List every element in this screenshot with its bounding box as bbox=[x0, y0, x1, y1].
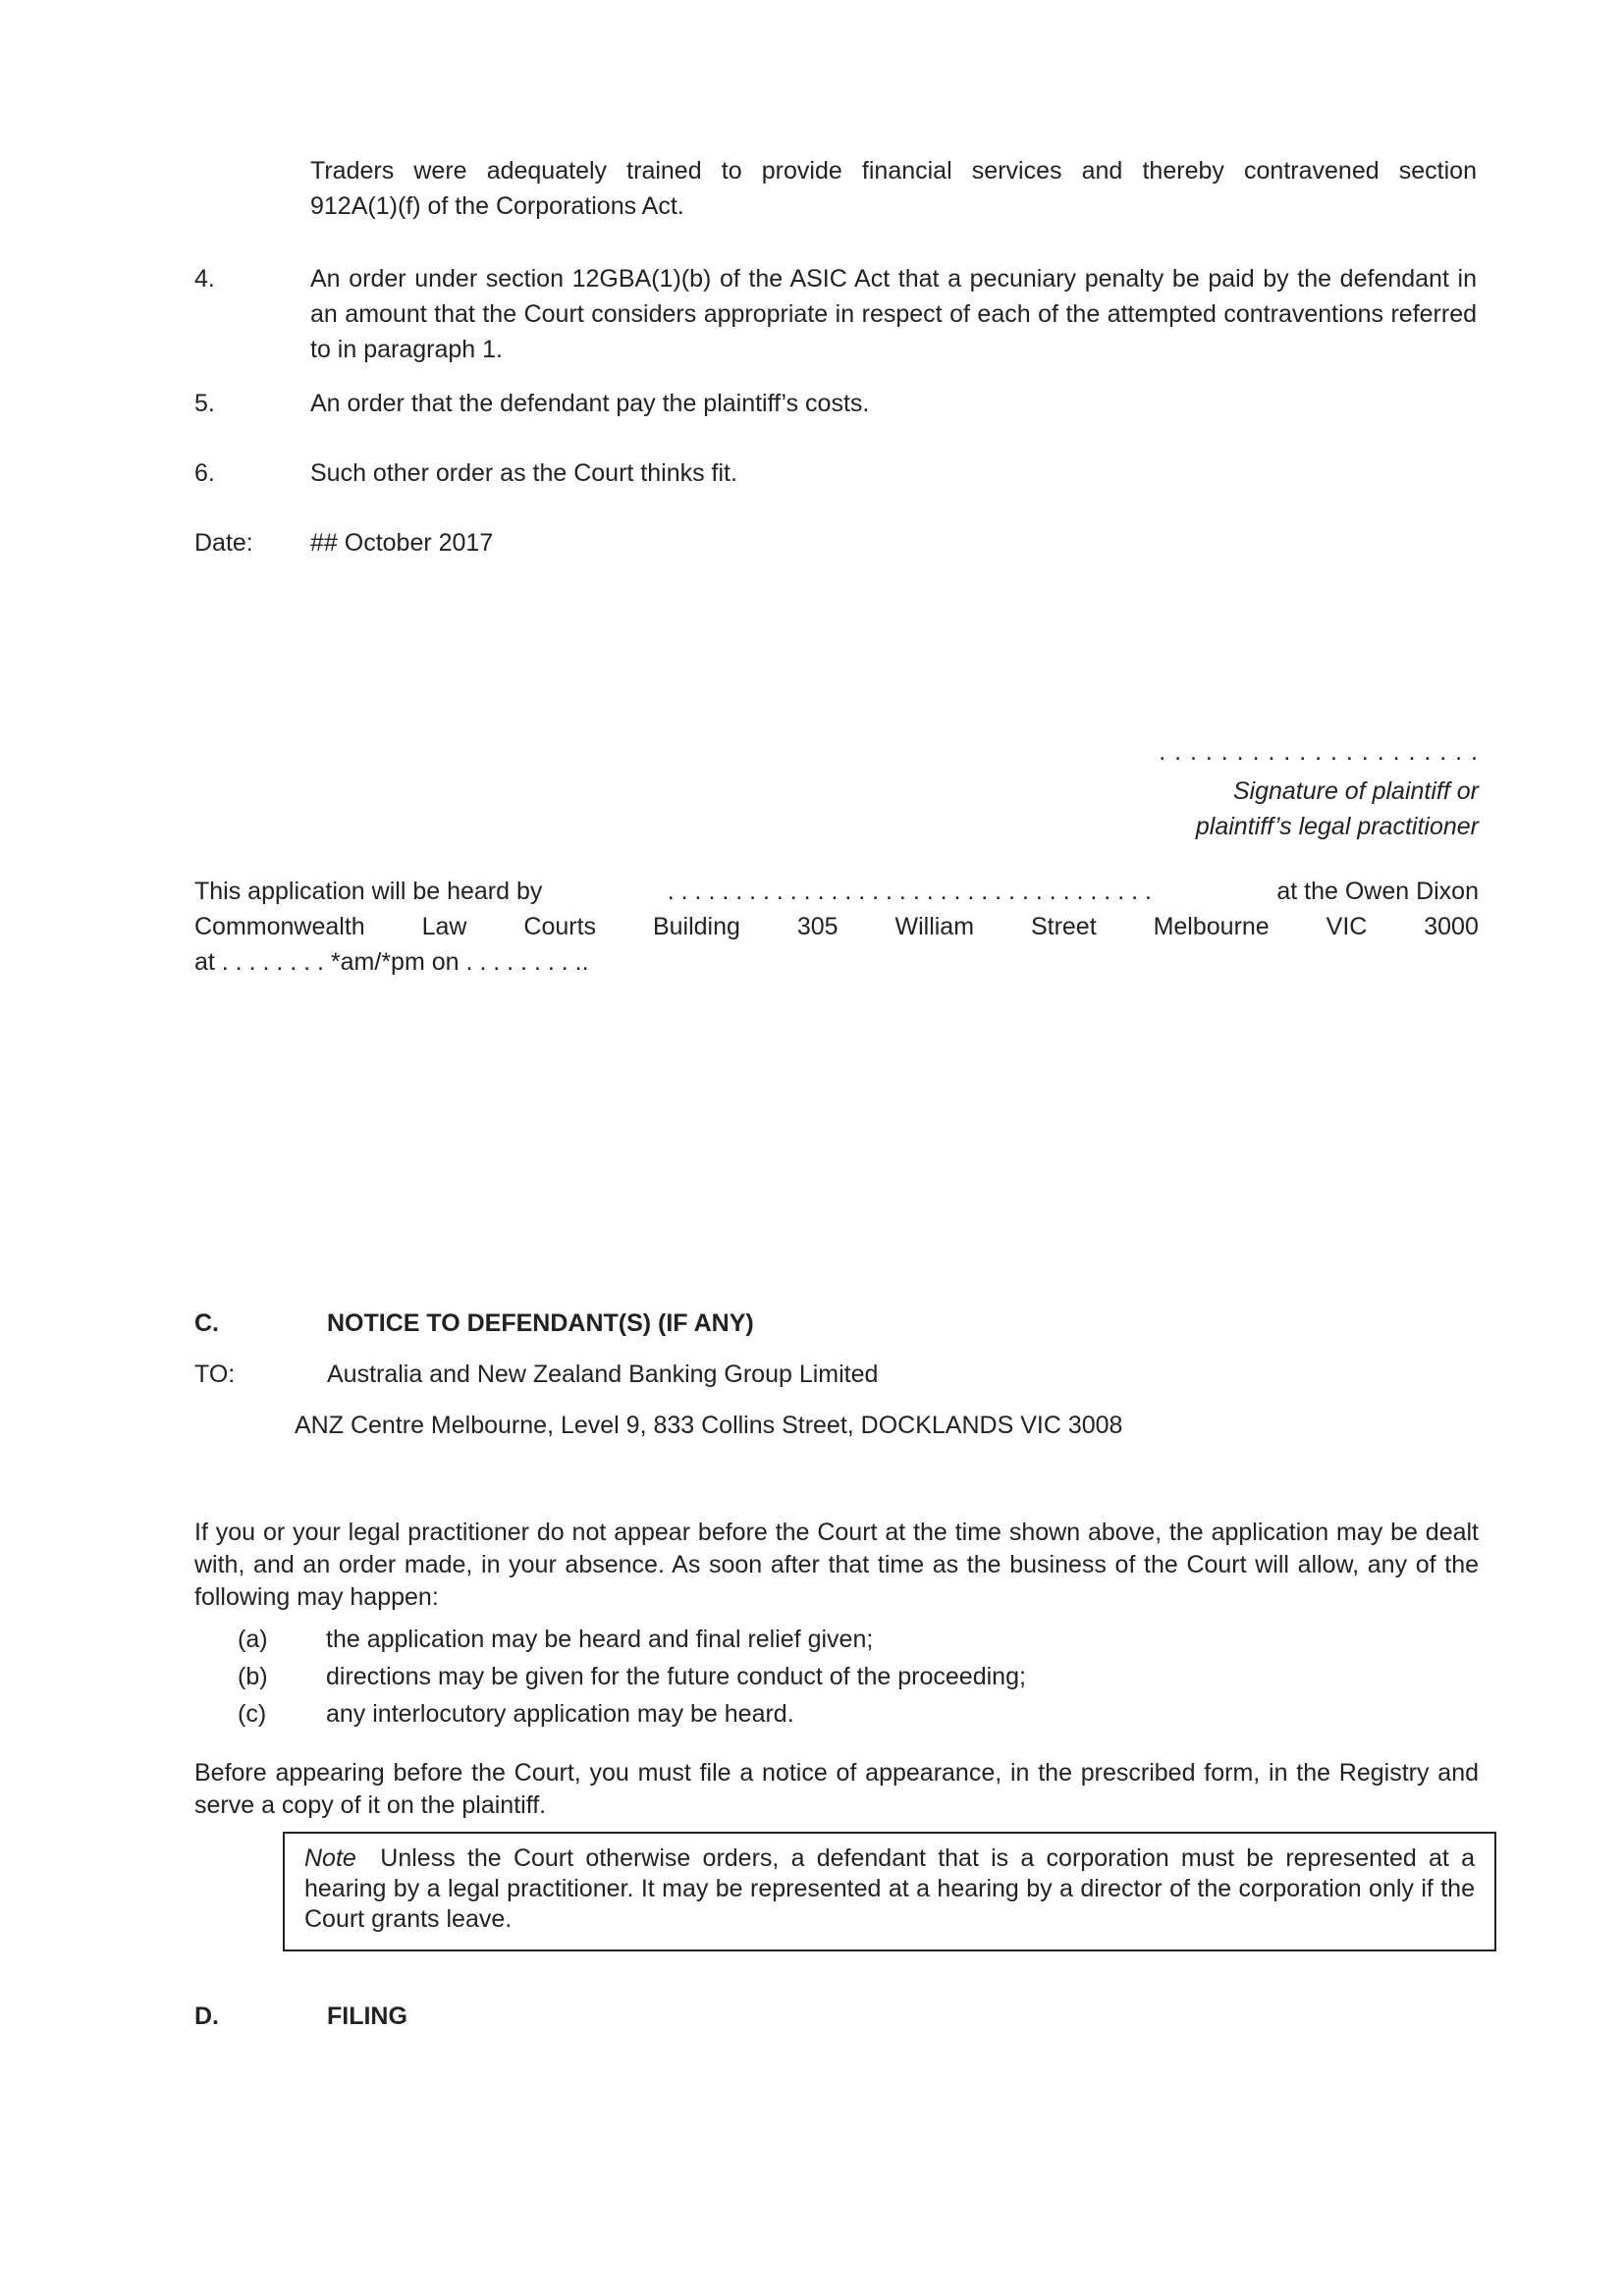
hearing-word: William bbox=[894, 913, 975, 940]
hearing-intro: This application will be heard by bbox=[194, 878, 543, 905]
hearing-line-1 bbox=[194, 874, 1479, 909]
signature-dots: . . . . . . . . . . . . . . . . . . . . . bbox=[1159, 738, 1479, 766]
hearing-word: Building bbox=[652, 913, 740, 940]
note-content bbox=[304, 1843, 1475, 1935]
list-label: (b) bbox=[238, 1663, 268, 1690]
list-label: (a) bbox=[238, 1626, 268, 1653]
section-c-letter: C. bbox=[194, 1309, 219, 1337]
to-label: TO: bbox=[194, 1361, 236, 1388]
continuation-line-1: Traders were adequately trained to provide financial services and thereby contravened section bbox=[310, 157, 1477, 185]
hearing-word: VIC bbox=[1326, 913, 1368, 940]
item-text: Such other order as the Court thinks fit. bbox=[310, 459, 737, 487]
notice-paragraph-2: Before appearing before the Court, you must file a notice of appearance, in the prescribed form, in the Registry and serve a copy of it on the plaintiff. bbox=[194, 1759, 1479, 1819]
section-d-letter: D. bbox=[194, 2002, 219, 2030]
hearing-word: Street bbox=[1030, 913, 1097, 940]
section-c-heading: NOTICE TO DEFENDANT(S) (IF ANY) bbox=[327, 1309, 754, 1337]
signature-caption-line-1: Signature of plaintiff or bbox=[1232, 777, 1479, 805]
hearing-word: Melbourne bbox=[1153, 913, 1270, 940]
defendant-address: ANZ Centre Melbourne, Level 9, 833 Collins Street, DOCKLANDS VIC 3008 bbox=[295, 1412, 1123, 1439]
signature-caption-line-2: plaintiff’s legal practitioner bbox=[1195, 813, 1479, 840]
item-number: 5. bbox=[194, 390, 215, 417]
list-label: (c) bbox=[238, 1700, 267, 1728]
date-label: Date: bbox=[194, 529, 253, 557]
item-number: 6. bbox=[194, 459, 215, 487]
continuation-line-2: 912A(1)(f) of the Corporations Act. bbox=[310, 192, 684, 220]
hearing-line-2 bbox=[194, 909, 1479, 944]
hearing-word: Law bbox=[421, 913, 467, 940]
hearing-word: Courts bbox=[523, 913, 597, 940]
list-text: directions may be given for the future conduct of the proceeding; bbox=[326, 1663, 1026, 1690]
item-text: An order under section 12GBA(1)(b) of the ASIC Act that a pecuniary penalty be paid by the defendant in an amount that the Court considers appropriate in respect of each of the attempted contraventions referred to in paragraph 1. bbox=[310, 265, 1477, 363]
hearing-venue-start: at the Owen Dixon bbox=[1276, 878, 1479, 905]
date-value: ## October 2017 bbox=[310, 529, 494, 557]
item-text: An order that the defendant pay the plaintiff’s costs. bbox=[310, 390, 870, 417]
item-number: 4. bbox=[194, 265, 215, 293]
note-label: Note bbox=[304, 1844, 356, 1872]
hearing-judge-blank: . . . . . . . . . . . . . . . . . . . . . . . . . . . . . . . . . . . . bbox=[667, 878, 1152, 905]
continuation-paragraph bbox=[310, 153, 1477, 224]
hearing-word: 3000 bbox=[1424, 913, 1479, 940]
list-text: the application may be heard and final relief given; bbox=[326, 1626, 874, 1653]
list-text: any interlocutory application may be heard. bbox=[326, 1700, 794, 1728]
hearing-line-3: at . . . . . . . . *am/*pm on . . . . . . . . .. bbox=[194, 948, 589, 976]
note-box bbox=[283, 1832, 1496, 1951]
defendant-name: Australia and New Zealand Banking Group Limited bbox=[327, 1361, 879, 1388]
section-d-heading: FILING bbox=[327, 2002, 407, 2030]
hearing-word: 305 bbox=[796, 913, 839, 940]
hearing-word: Commonwealth bbox=[194, 913, 365, 940]
note-text: Unless the Court otherwise orders, a defendant that is a corporation must be represented at a hearing by a legal practitioner. It may be represented at a hearing by a director of the corporation only if the Court grants leave. bbox=[304, 1844, 1475, 1933]
notice-paragraph-1: If you or your legal practitioner do not appear before the Court at the time shown above, the application may be dealt with, and an order made, in your absence. As soon after that time as the business of the Court will allow, any of the following may happen: bbox=[194, 1519, 1479, 1611]
